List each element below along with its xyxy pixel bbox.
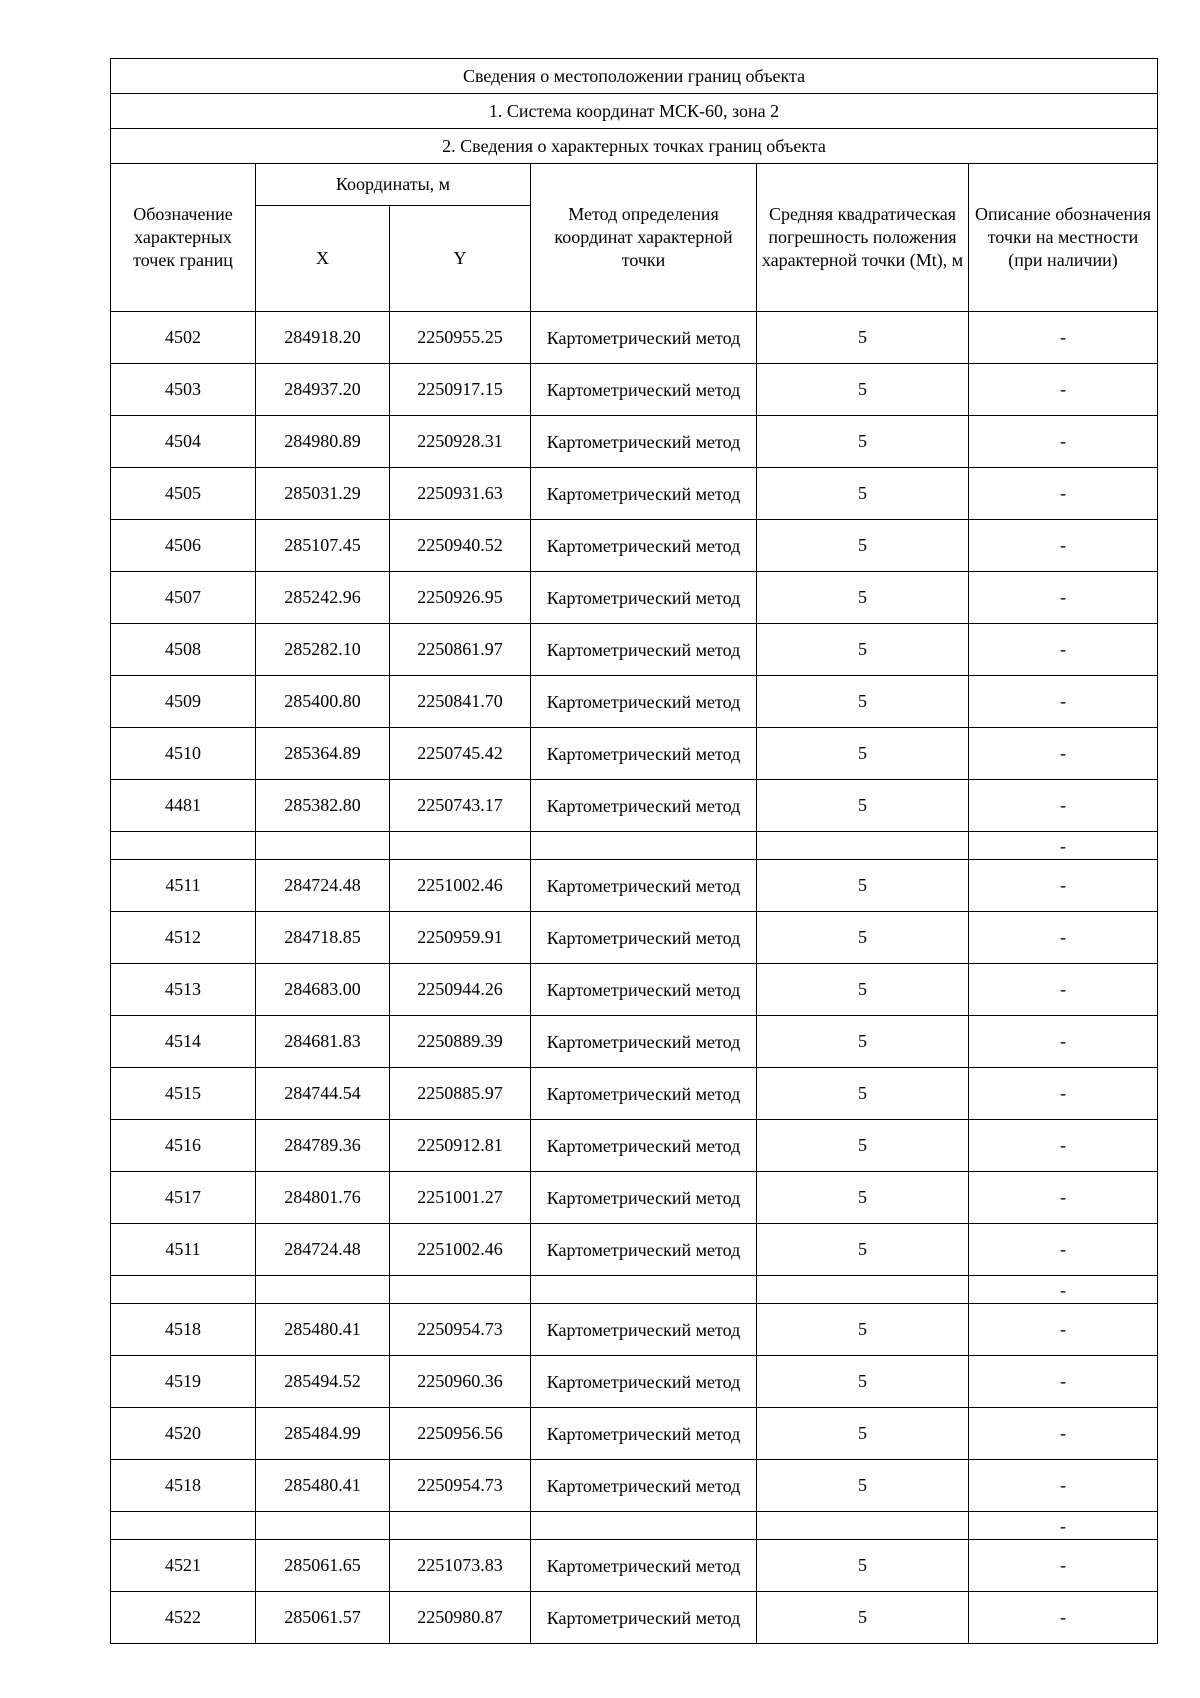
cell-description: - <box>969 1592 1158 1644</box>
cell-description: - <box>969 860 1158 912</box>
cell-point: 4512 <box>111 912 256 964</box>
cell-error: 5 <box>757 1356 969 1408</box>
cell-error: 5 <box>757 1224 969 1276</box>
cell-method <box>531 832 757 860</box>
cell-error: 5 <box>757 676 969 728</box>
table-body <box>111 312 1158 1644</box>
cell-method: Картометрический метод <box>531 1540 757 1592</box>
cell-point <box>111 1512 256 1540</box>
cell-point: 4481 <box>111 780 256 832</box>
cell-x <box>256 1512 390 1540</box>
cell-description: - <box>969 416 1158 468</box>
cell-y: 2250960.36 <box>390 1356 531 1408</box>
cell-x: 285061.57 <box>256 1592 390 1644</box>
cell-point: 4509 <box>111 676 256 728</box>
cell-description: - <box>969 676 1158 728</box>
cell-y: 2250980.87 <box>390 1592 531 1644</box>
cell-method: Картометрический метод <box>531 1592 757 1644</box>
cell-error: 5 <box>757 912 969 964</box>
table-row <box>111 1068 1158 1120</box>
cell-method: Картометрический метод <box>531 1016 757 1068</box>
cell-method: Картометрический метод <box>531 964 757 1016</box>
cell-error: 5 <box>757 1016 969 1068</box>
cell-method: Картометрический метод <box>531 860 757 912</box>
cell-description: - <box>969 1540 1158 1592</box>
cell-error: 5 <box>757 1172 969 1224</box>
cell-point: 4502 <box>111 312 256 364</box>
cell-y: 2250954.73 <box>390 1460 531 1512</box>
cell-point <box>111 1276 256 1304</box>
table-row <box>111 416 1158 468</box>
cell-error: 5 <box>757 468 969 520</box>
cell-method: Картометрический метод <box>531 624 757 676</box>
table-separator-row <box>111 832 1158 860</box>
cell-y <box>390 832 531 860</box>
cell-point: 4520 <box>111 1408 256 1460</box>
cell-y <box>390 1276 531 1304</box>
table-row <box>111 1540 1158 1592</box>
cell-x: 285382.80 <box>256 780 390 832</box>
cell-error: 5 <box>757 520 969 572</box>
cell-description: - <box>969 1016 1158 1068</box>
cell-point: 4517 <box>111 1172 256 1224</box>
cell-y: 2250944.26 <box>390 964 531 1016</box>
cell-x: 284724.48 <box>256 860 390 912</box>
cell-point: 4503 <box>111 364 256 416</box>
cell-error: 5 <box>757 1592 969 1644</box>
cell-error: 5 <box>757 728 969 780</box>
header-y: Y <box>390 206 531 312</box>
cell-y: 2251002.46 <box>390 860 531 912</box>
table-row <box>111 912 1158 964</box>
table-row <box>111 1224 1158 1276</box>
cell-x: 284724.48 <box>256 1224 390 1276</box>
cell-x: 284980.89 <box>256 416 390 468</box>
cell-y: 2250917.15 <box>390 364 531 416</box>
header-x: X <box>256 206 390 312</box>
cell-description: - <box>969 832 1158 860</box>
cell-error: 5 <box>757 624 969 676</box>
cell-x: 284683.00 <box>256 964 390 1016</box>
cell-description: - <box>969 1224 1158 1276</box>
table-row <box>111 312 1158 364</box>
table-row <box>111 520 1158 572</box>
cell-error: 5 <box>757 364 969 416</box>
cell-y: 2251073.83 <box>390 1540 531 1592</box>
table-row <box>111 1120 1158 1172</box>
cell-point: 4506 <box>111 520 256 572</box>
cell-method: Картометрический метод <box>531 572 757 624</box>
header-error: Средняя квадратическая погрешность положения характерной точки (Mt), м <box>757 164 969 312</box>
boundary-points-table <box>110 58 1158 1644</box>
cell-method: Картометрический метод <box>531 1172 757 1224</box>
table-row <box>111 728 1158 780</box>
cell-method: Картометрический метод <box>531 1120 757 1172</box>
cell-point <box>111 832 256 860</box>
cell-description: - <box>969 1172 1158 1224</box>
cell-x: 285494.52 <box>256 1356 390 1408</box>
cell-x: 284801.76 <box>256 1172 390 1224</box>
cell-x: 285364.89 <box>256 728 390 780</box>
cell-error <box>757 1276 969 1304</box>
cell-point: 4515 <box>111 1068 256 1120</box>
cell-x <box>256 832 390 860</box>
cell-x: 285242.96 <box>256 572 390 624</box>
cell-x: 285107.45 <box>256 520 390 572</box>
cell-description: - <box>969 1120 1158 1172</box>
cell-x: 284718.85 <box>256 912 390 964</box>
table-row <box>111 964 1158 1016</box>
cell-method: Картометрический метод <box>531 468 757 520</box>
cell-description: - <box>969 1276 1158 1304</box>
cell-description: - <box>969 624 1158 676</box>
cell-x: 285480.41 <box>256 1460 390 1512</box>
cell-description: - <box>969 1408 1158 1460</box>
cell-y: 2250841.70 <box>390 676 531 728</box>
cell-method: Картометрический метод <box>531 1224 757 1276</box>
cell-x: 285484.99 <box>256 1408 390 1460</box>
cell-error: 5 <box>757 1460 969 1512</box>
cell-error: 5 <box>757 1120 969 1172</box>
cell-description: - <box>969 1460 1158 1512</box>
cell-description: - <box>969 728 1158 780</box>
table-separator-row <box>111 1276 1158 1304</box>
table-row <box>111 780 1158 832</box>
cell-x: 285480.41 <box>256 1304 390 1356</box>
cell-error: 5 <box>757 1068 969 1120</box>
cell-x: 284681.83 <box>256 1016 390 1068</box>
cell-y: 2250959.91 <box>390 912 531 964</box>
cell-y: 2250745.42 <box>390 728 531 780</box>
cell-x: 284918.20 <box>256 312 390 364</box>
table-row <box>111 676 1158 728</box>
points-section-title: 2. Сведения о характерных точках границ объекта <box>111 129 1158 164</box>
header-coordinates: Координаты, м <box>256 164 531 206</box>
cell-method <box>531 1512 757 1540</box>
cell-description: - <box>969 912 1158 964</box>
cell-description: - <box>969 520 1158 572</box>
cell-error: 5 <box>757 780 969 832</box>
cell-y: 2250889.39 <box>390 1016 531 1068</box>
cell-y: 2250940.52 <box>390 520 531 572</box>
cell-y: 2250955.25 <box>390 312 531 364</box>
cell-x: 285282.10 <box>256 624 390 676</box>
cell-method: Картометрический метод <box>531 1356 757 1408</box>
cell-method: Картометрический метод <box>531 728 757 780</box>
cell-method: Картометрический метод <box>531 416 757 468</box>
table-row <box>111 1304 1158 1356</box>
cell-y: 2250861.97 <box>390 624 531 676</box>
cell-description: - <box>969 312 1158 364</box>
cell-error: 5 <box>757 964 969 1016</box>
cell-error: 5 <box>757 1540 969 1592</box>
cell-y: 2250926.95 <box>390 572 531 624</box>
cell-y <box>390 1512 531 1540</box>
cell-y: 2250928.31 <box>390 416 531 468</box>
cell-x: 285061.65 <box>256 1540 390 1592</box>
cell-description: - <box>969 780 1158 832</box>
cell-error: 5 <box>757 1408 969 1460</box>
header-point: Обозначение характерных точек границ <box>111 164 256 312</box>
table-row <box>111 572 1158 624</box>
table-row <box>111 1592 1158 1644</box>
cell-x: 285400.80 <box>256 676 390 728</box>
table-title: Сведения о местоположении границ объекта <box>111 59 1158 94</box>
cell-point: 4504 <box>111 416 256 468</box>
header-description: Описание обозначения точки на местности (при наличии) <box>969 164 1158 312</box>
cell-method: Картометрический метод <box>531 780 757 832</box>
cell-method: Картометрический метод <box>531 520 757 572</box>
cell-description: - <box>969 1512 1158 1540</box>
cell-method: Картометрический метод <box>531 364 757 416</box>
cell-y: 2250956.56 <box>390 1408 531 1460</box>
header-method: Метод определения координат характерной точки <box>531 164 757 312</box>
cell-method: Картометрический метод <box>531 1304 757 1356</box>
cell-y: 2250912.81 <box>390 1120 531 1172</box>
cell-y: 2250931.63 <box>390 468 531 520</box>
cell-point: 4522 <box>111 1592 256 1644</box>
cell-point: 4519 <box>111 1356 256 1408</box>
cell-method: Картометрический метод <box>531 676 757 728</box>
coordinate-system-title: 1. Система координат МСК-60, зона 2 <box>111 94 1158 129</box>
cell-x <box>256 1276 390 1304</box>
table-row <box>111 1460 1158 1512</box>
cell-description: - <box>969 1356 1158 1408</box>
table-row <box>111 364 1158 416</box>
cell-error: 5 <box>757 1304 969 1356</box>
cell-method: Картометрический метод <box>531 912 757 964</box>
cell-point: 4516 <box>111 1120 256 1172</box>
cell-x: 284744.54 <box>256 1068 390 1120</box>
cell-y: 2251002.46 <box>390 1224 531 1276</box>
cell-point: 4518 <box>111 1460 256 1512</box>
cell-point: 4511 <box>111 1224 256 1276</box>
cell-method <box>531 1276 757 1304</box>
cell-error: 5 <box>757 312 969 364</box>
cell-x: 284789.36 <box>256 1120 390 1172</box>
table-row <box>111 1172 1158 1224</box>
cell-point: 4518 <box>111 1304 256 1356</box>
cell-error <box>757 1512 969 1540</box>
cell-description: - <box>969 964 1158 1016</box>
cell-point: 4505 <box>111 468 256 520</box>
cell-error: 5 <box>757 860 969 912</box>
cell-description: - <box>969 364 1158 416</box>
cell-point: 4514 <box>111 1016 256 1068</box>
cell-method: Картометрический метод <box>531 1460 757 1512</box>
cell-description: - <box>969 572 1158 624</box>
cell-x: 285031.29 <box>256 468 390 520</box>
cell-point: 4521 <box>111 1540 256 1592</box>
cell-point: 4508 <box>111 624 256 676</box>
table-row <box>111 624 1158 676</box>
table-row <box>111 468 1158 520</box>
cell-x: 284937.20 <box>256 364 390 416</box>
table-row <box>111 1016 1158 1068</box>
cell-point: 4513 <box>111 964 256 1016</box>
cell-point: 4511 <box>111 860 256 912</box>
cell-error: 5 <box>757 572 969 624</box>
table-row <box>111 1408 1158 1460</box>
cell-y: 2250743.17 <box>390 780 531 832</box>
cell-y: 2251001.27 <box>390 1172 531 1224</box>
cell-point: 4510 <box>111 728 256 780</box>
cell-description: - <box>969 1068 1158 1120</box>
cell-y: 2250954.73 <box>390 1304 531 1356</box>
table-separator-row <box>111 1512 1158 1540</box>
table-row <box>111 1356 1158 1408</box>
cell-point: 4507 <box>111 572 256 624</box>
cell-error: 5 <box>757 416 969 468</box>
cell-description: - <box>969 1304 1158 1356</box>
cell-description: - <box>969 468 1158 520</box>
table-row <box>111 860 1158 912</box>
cell-error <box>757 832 969 860</box>
cell-method: Картометрический метод <box>531 312 757 364</box>
cell-method: Картометрический метод <box>531 1068 757 1120</box>
cell-method: Картометрический метод <box>531 1408 757 1460</box>
cell-y: 2250885.97 <box>390 1068 531 1120</box>
